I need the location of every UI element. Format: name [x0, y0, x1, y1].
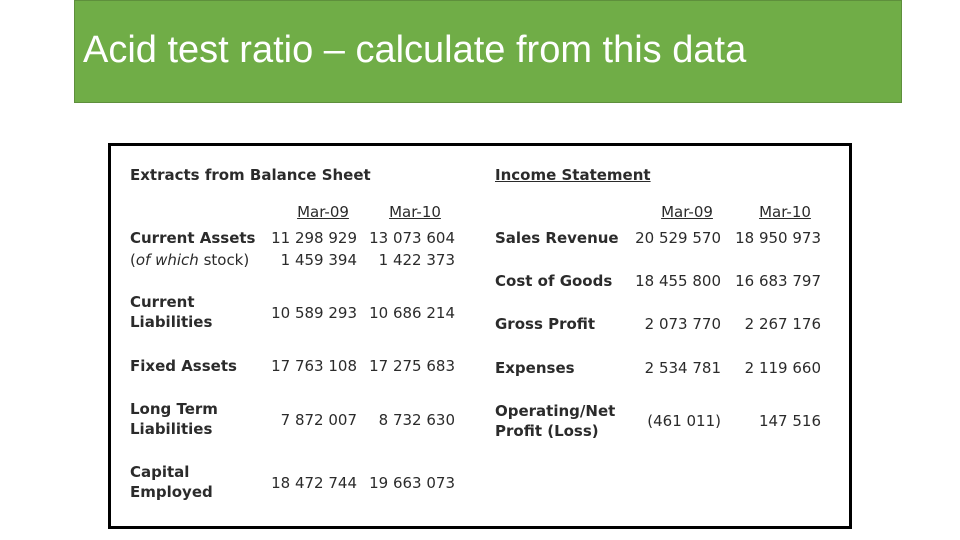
bs-cell-current-liabilities-mar09: 10 589 293 [271, 304, 357, 322]
bs-row-label-current-assets: Current Assets [130, 229, 256, 247]
is-cell-operating-net-profit-mar09: (461 011) [647, 412, 721, 430]
slide-title: Acid test ratio – calculate from this data [83, 29, 747, 71]
is-row-label-cost-of-goods: Cost of Goods [495, 272, 613, 290]
is-cell-sales-revenue-mar10: 18 950 973 [735, 229, 821, 247]
bs-row-label-fixed-assets: Fixed Assets [130, 357, 237, 375]
balance-sheet-heading: Extracts from Balance Sheet [130, 166, 371, 184]
bs-cell-current-assets-mar10: 13 073 604 [369, 229, 455, 247]
is-cell-sales-revenue-mar09: 20 529 570 [635, 229, 721, 247]
is-cell-cost-of-goods-mar10: 16 683 797 [735, 272, 821, 290]
bs-cell-stock-mar09: 1 459 394 [280, 251, 357, 269]
bs-col-header-mar10: Mar-10 [389, 203, 441, 221]
is-cell-expenses-mar10: 2 119 660 [744, 359, 821, 377]
bs-row-label-of-which-stock: (of which stock) [130, 251, 250, 269]
bs-cell-long-term-liabilities-mar09: 7 872 007 [280, 411, 357, 429]
bs-col-header-mar09: Mar-09 [297, 203, 349, 221]
is-row-label-expenses: Expenses [495, 359, 575, 377]
bs-cell-long-term-liabilities-mar10: 8 732 630 [378, 411, 455, 429]
bs-row-label-capital-employed: Capital Employed [130, 463, 213, 501]
financial-data-table [108, 143, 852, 529]
title-banner [74, 0, 902, 103]
is-row-label-operating-net-profit: Operating/Net Profit (Loss) [495, 402, 616, 440]
is-cell-cost-of-goods-mar09: 18 455 800 [635, 272, 721, 290]
bs-row-label-long-term-liabilities: Long Term Liabilities [130, 400, 218, 438]
is-col-header-mar10: Mar-10 [759, 203, 811, 221]
is-cell-gross-profit-mar10: 2 267 176 [744, 315, 821, 333]
is-cell-gross-profit-mar09: 2 073 770 [644, 315, 721, 333]
is-row-label-gross-profit: Gross Profit [495, 315, 596, 333]
bs-cell-current-liabilities-mar10: 10 686 214 [369, 304, 455, 322]
bs-row-label-current-liabilities: Current Liabilities [130, 293, 213, 331]
income-statement-heading: Income Statement [495, 166, 651, 184]
bs-cell-capital-employed-mar09: 18 472 744 [271, 474, 357, 492]
bs-cell-capital-employed-mar10: 19 663 073 [369, 474, 455, 492]
is-col-header-mar09: Mar-09 [661, 203, 713, 221]
bs-cell-stock-mar10: 1 422 373 [378, 251, 455, 269]
is-cell-operating-net-profit-mar10: 147 516 [758, 412, 821, 430]
bs-cell-current-assets-mar09: 11 298 929 [271, 229, 357, 247]
bs-cell-fixed-assets-mar10: 17 275 683 [369, 357, 455, 375]
is-row-label-sales-revenue: Sales Revenue [495, 229, 619, 247]
is-cell-expenses-mar09: 2 534 781 [644, 359, 721, 377]
bs-cell-fixed-assets-mar09: 17 763 108 [271, 357, 357, 375]
